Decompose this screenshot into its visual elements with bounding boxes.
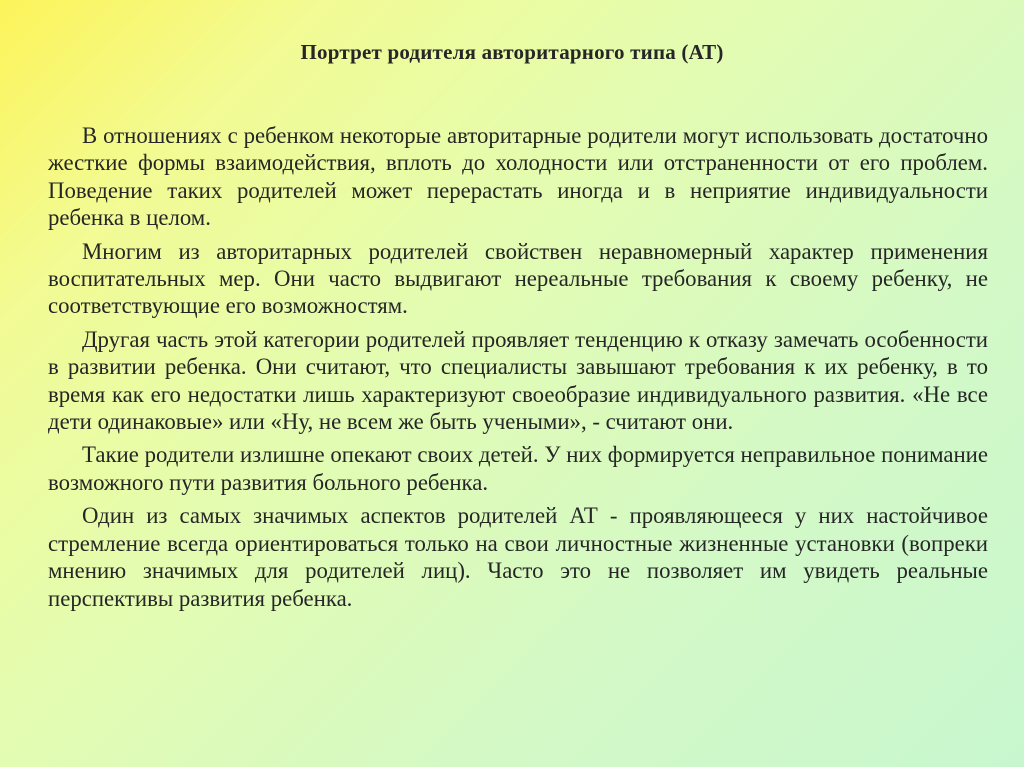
paragraph-3: Другая часть этой категории родителей проявляет тенденцию к отказу замечать особенности в развитии ребенка. Они считают, что специалисты завышают требования к их ребенку, в то время как его недостатки лишь характеризуют своеобразие индивидуального развития. «Не все дети одинаковые» или «Ну, не всем же быть учеными», - считают они. (48, 326, 988, 435)
paragraph-5: Один из самых значимых аспектов родителей АТ - проявляющееся у них настойчивое стремление всегда ориентироваться только на свои личностные жизненные установки (вопреки мнению значимых для родителей лиц). Часто это не позволяет им увидеть реальные перспективы развития ребенка. (48, 503, 988, 611)
paragraph-1: В отношениях с ребенком некоторые авторитарные родители могут использовать достаточно жесткие формы взаимодействия, вплоть до холодности или отстраненности от его проблем. Поведение таких родителей может перерастать иногда и в неприятие индивидуальности ребенка в целом. (48, 123, 988, 231)
paragraph-2: Многим из авторитарных родителей свойствен неравномерный характер применения воспитательных мер. Они часто выдвигают нереальные требования к своему ребенку, не соответствующие его возможностям. (48, 238, 988, 319)
slide-title: Портрет родителя авторитарного типа (АТ) (300, 40, 724, 64)
paragraph-4: Такие родители излишне опекают своих детей. У них формируется неправильное понимание возможного пути развития больного ребенка. (48, 442, 988, 495)
slide-body (48, 122, 988, 618)
